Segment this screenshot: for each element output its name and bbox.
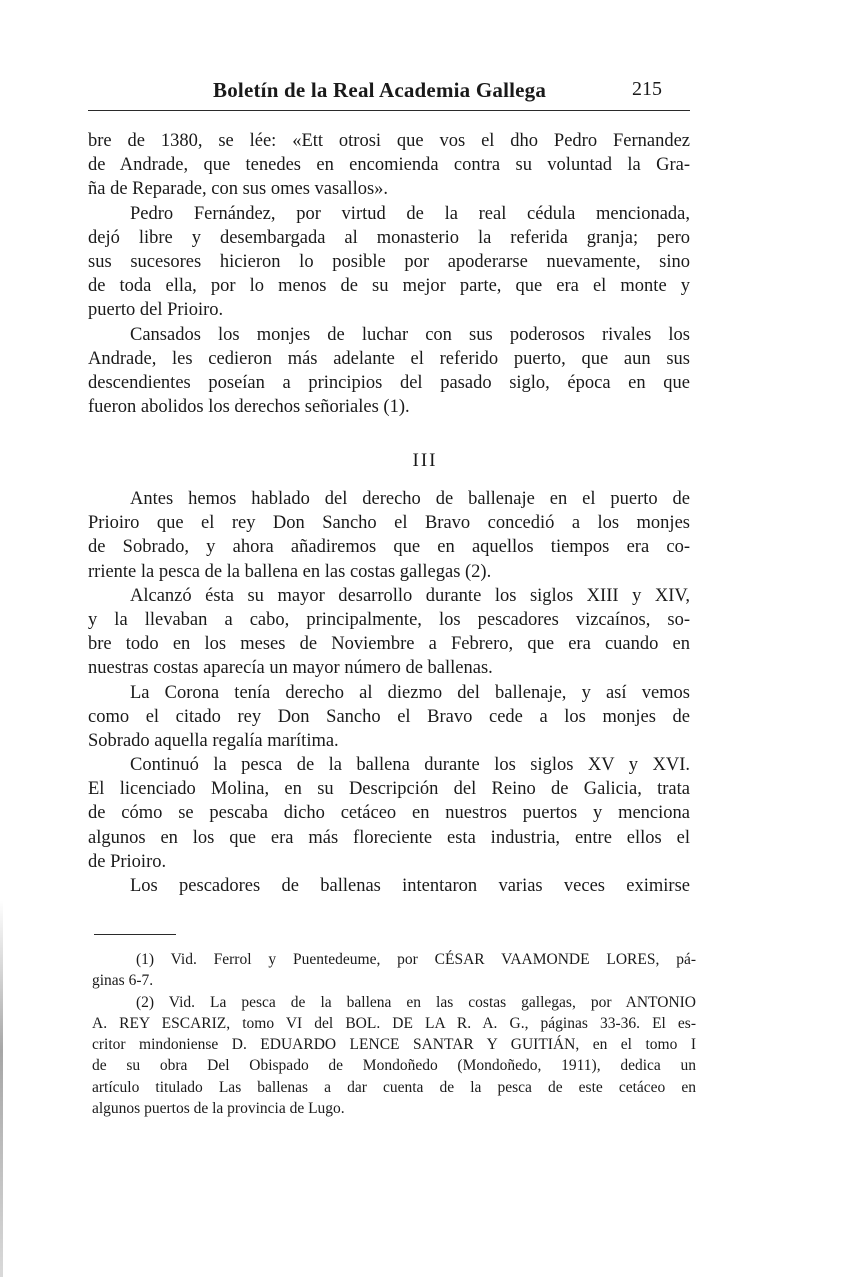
footnote-line: de su obra Del Obispado de Mondoñedo (Mondoñedo, 1911), dedica un [92,1057,696,1075]
text-line: bre todo en los meses de Noviembre a Febrero, que era cuando en [88,634,690,655]
text-line: nuestras costas aparecía un mayor número de ballenas. [88,658,493,679]
footnote-line: algunos puertos de la provincia de Lugo. [92,1100,345,1118]
page-header [88,74,690,111]
text-line: El licenciado Molina, en su Descripción del Reino de Galicia, trata [88,779,690,800]
footnote-line: (2) Vid. La pesca de la ballena en las costas gallegas, por ANTONIO [136,993,696,1011]
footnote-line: (1) Vid. Ferrol y Puentedeume, por CÉSAR VAAMONDE LORES, pá- [136,951,696,968]
text-block-top [88,129,690,419]
text-line: dejó libre y desembargada al monasterio la referida granja; pero [88,227,690,248]
text-line: como el citado rey Don Sancho el Bravo cede a los monjes de [88,706,690,727]
text-line: Alcanzó ésta su mayor desarrollo durante los siglos XIII y XIV, [130,585,690,606]
text-line: algunos en los que era más floreciente esta industria, entre ellos el [88,827,690,848]
text-line: puerto del Prioiro. [88,300,224,321]
text-line: de Andrade, que tenedes en encomienda contra su voluntad la Gra- [88,155,690,176]
text-line: Cansados los monjes de luchar con sus poderosos rivales los [130,324,690,345]
text-line: Antes hemos hablado del derecho de ballenaje en el puerto de [130,489,690,509]
text-line: Andrade, les cedieron más adelante el referido puerto, que aun sus [88,348,690,369]
text-line: Prioiro que el rey Don Sancho el Bravo concedió a los monjes [88,513,690,534]
footnote-line: ginas 6-7. [92,972,154,990]
text-block-main [88,487,690,898]
footnote-divider [94,934,176,935]
text-line: ña de Reparade, con sus omes vasallos». [88,179,389,200]
text-line: de Sobrado, y ahora añadiremos que en aquellos tiempos era co- [88,537,690,558]
footnotes [92,949,696,1119]
scan-edge-shadow [0,900,3,1277]
text-line: de Prioiro. [88,851,167,872]
footnote-line: critor mindoniense D. EDUARDO LENCE SANTAR Y GUITIÁN, en el tomo I [92,1036,696,1054]
text-line: Sobrado aquella regalía marítima. [88,730,339,751]
footnote-line: artículo titulado Las ballenas a dar cuenta de la pesca de este cetáceo en [92,1078,696,1096]
text-line: y la llevaban a cabo, principalmente, los pescadores vizcaínos, so- [88,609,690,630]
text-line: La Corona tenía derecho al diezmo del ballenaje, y así vemos [130,682,690,703]
text-line: sus sucesores hicieron lo posible por apoderarse nuevamente, sino [88,251,690,272]
page-number: 215 [632,78,662,100]
section-heading: III [412,450,438,471]
running-title: Boletín de la Real Academia Gallega [213,78,547,102]
text-line: de cómo se pescaba dicho cetáceo en nuestros puertos y menciona [88,803,690,824]
text-line: rriente la pesca de la ballena en las costas gallegas (2). [88,561,492,582]
text-line: bre de 1380, se lée: «Ett otrosi que vos el dho Pedro Fernandez [88,131,690,151]
text-line: Pedro Fernández, por virtud de la real cédula mencionada, [130,203,690,224]
text-line: fueron abolidos los derechos señoriales (1). [88,397,410,418]
text-line: Continuó la pesca de la ballena durante los siglos XV y XVI. [130,755,690,776]
text-line: Los pescadores de ballenas intentaron varias veces eximirse [130,876,690,896]
text-line: de toda ella, por lo menos de su mejor parte, que era el monte y [88,276,690,297]
footnote-line: A. REY ESCARIZ, tomo VI del BOL. DE LA R. A. G., páginas 33-36. El es- [92,1014,696,1032]
text-line: descendientes poseían a principios del pasado siglo, época en que [88,372,690,393]
